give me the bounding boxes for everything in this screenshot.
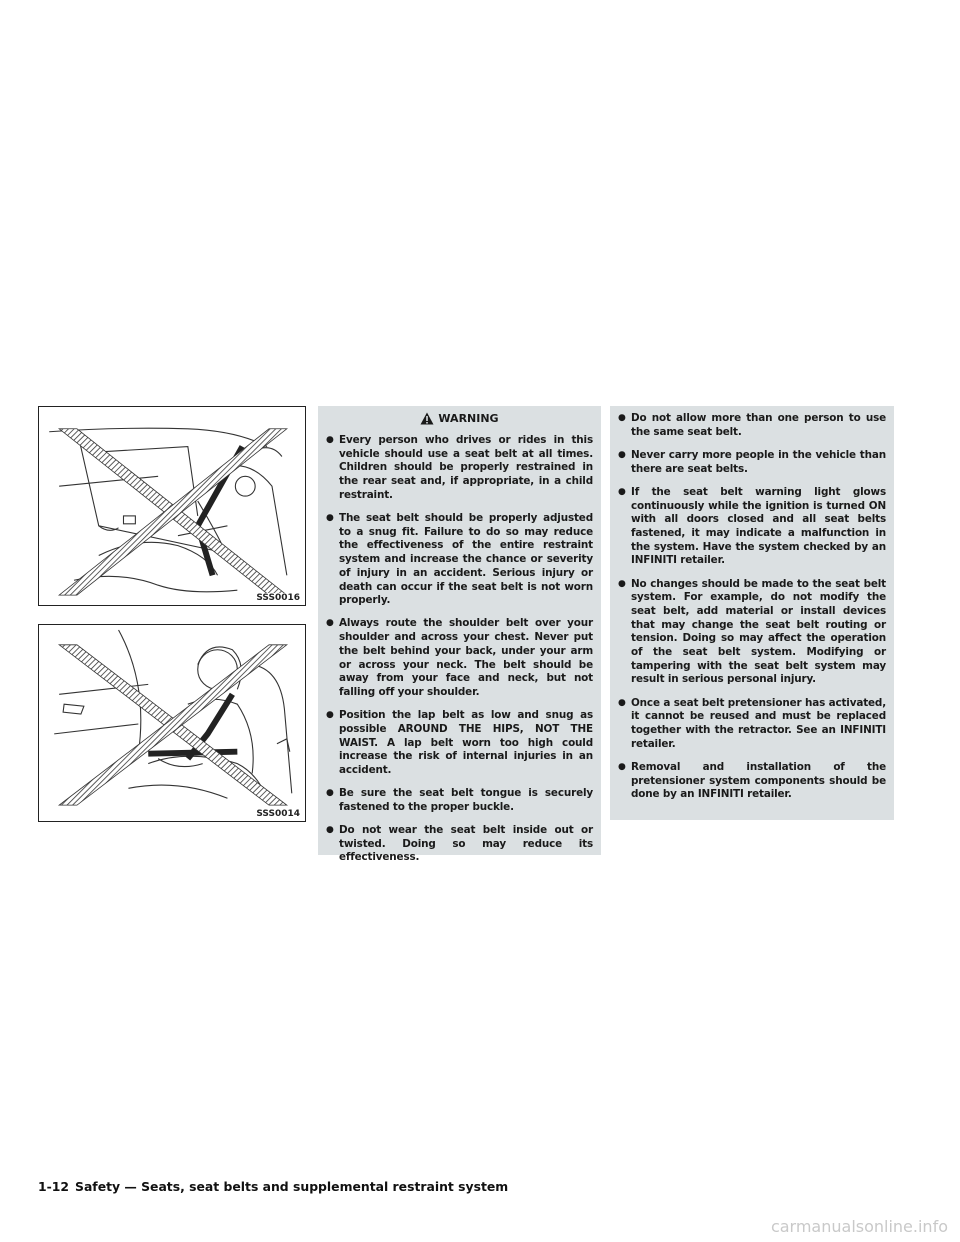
seat-belt-misuse-illustration-1 — [39, 407, 305, 605]
page-footer — [38, 1179, 508, 1194]
list-item: ● Never carry more people in the vehicle than there are seat belts. — [618, 449, 886, 476]
page-number: 1-12 — [38, 1179, 70, 1194]
list-item: ● If the seat belt warning light glows continuously while the ignition is turned ON with all doors closed and all seat belts fastened, it may indicate a malfunction in the system. Have the system checked by an INFINITI retailer. — [618, 486, 886, 568]
seat-belt-misuse-illustration-2 — [39, 625, 305, 821]
warning-title: WARNING — [438, 412, 499, 425]
list-item: ● Always route the shoulder belt over your shoulder and across your chest. Never put the belt behind your back, under your arm or across your neck. The belt should be away from your face and neck, but not falling off your shoulder. — [326, 617, 593, 699]
list-item: ● Do not wear the seat belt inside out or twisted. Doing so may reduce its effectiveness. — [326, 824, 593, 865]
list-item: ● Do not allow more than one person to use the same seat belt. — [618, 412, 886, 439]
list-item: ● No changes should be made to the seat belt system. For example, do not modify the seat belt, add material or install devices that may change the seat belt routing or tension. Doing so may affect the operation of the seat belt system. Modifying or tampering with the seat belt system may result in serious personal injury. — [618, 578, 886, 688]
warning-list-right — [618, 412, 886, 802]
list-item: ● Once a seat belt pretensioner has activated, it cannot be reused and must be replaced together with the retractor. See an INFINITI retailer. — [618, 697, 886, 752]
figure-seat-belt-misuse-2 — [38, 624, 306, 822]
warning-heading — [326, 412, 593, 425]
warning-list-left — [326, 434, 593, 865]
watermark-text: carmanualsonline.info — [770, 1217, 948, 1236]
warning-triangle-icon — [420, 412, 434, 425]
list-item: ● The seat belt should be properly adjusted to a snug fit. Failure to do so may reduce the effectiveness of the entire restraint system and increase the chance or severity of injury in an accident. Serious injury or death can occur if the seat belt is not worn properly. — [326, 512, 593, 608]
figure-code: SSS0016 — [256, 593, 300, 603]
list-item: ● Removal and installation of the pretensioner system components should be done by an INFINITI retailer. — [618, 761, 886, 802]
warning-panel-right — [610, 406, 894, 820]
list-item: ● Position the lap belt as low and snug as possible AROUND THE HIPS, NOT THE WAIST. A lap belt worn too high could increase the risk of internal injuries in an accident. — [326, 709, 593, 778]
warning-panel-left — [318, 406, 601, 864]
figure-seat-belt-misuse-1 — [38, 406, 306, 606]
figure-code: SSS0014 — [256, 809, 300, 819]
list-item: ● Be sure the seat belt tongue is securely fastened to the proper buckle. — [326, 787, 593, 814]
list-item: ● Every person who drives or rides in this vehicle should use a seat belt at all times. Children should be properly restrained in the rear seat and, if appropriate, in a child restraint. — [326, 434, 593, 503]
section-title: Safety — Seats, seat belts and supplemental restraint system — [75, 1179, 509, 1194]
